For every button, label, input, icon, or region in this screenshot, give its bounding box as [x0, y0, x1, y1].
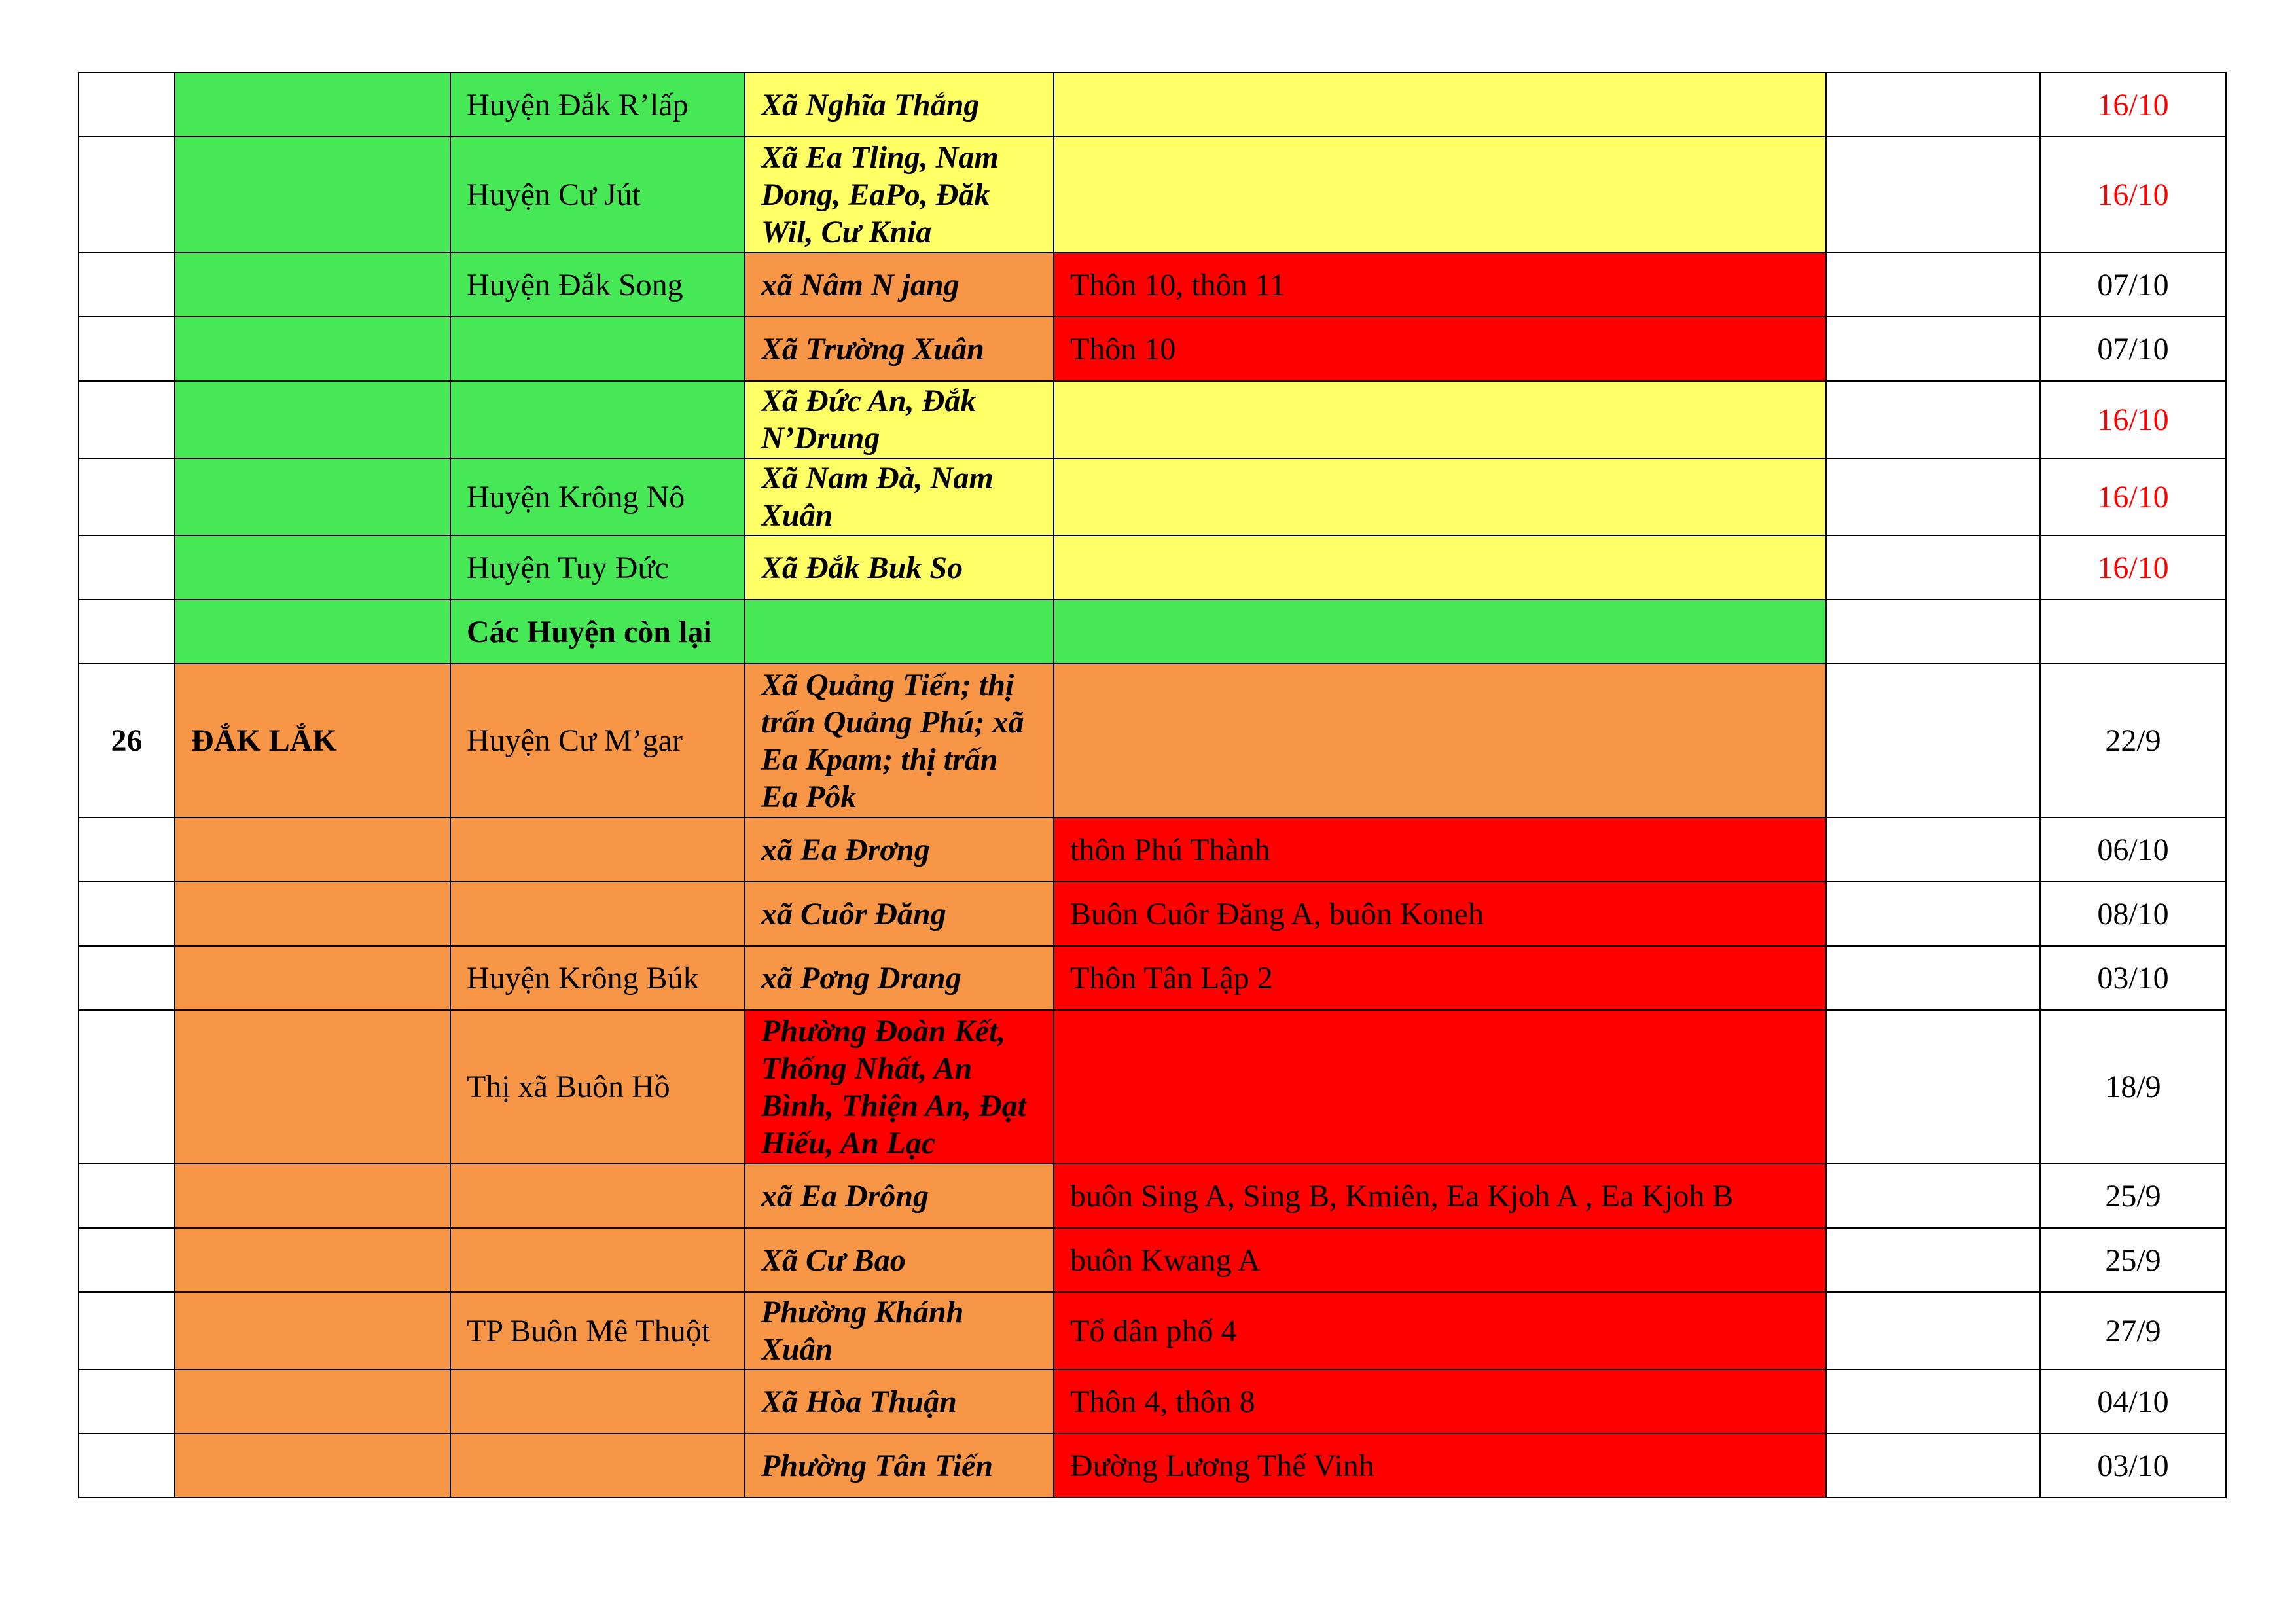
note-cell	[1826, 137, 2040, 253]
province-cell	[175, 137, 450, 253]
village-cell: Thôn 4, thôn 8	[1054, 1369, 1826, 1434]
village-cell	[1054, 137, 1826, 253]
district-cell	[450, 1164, 745, 1228]
commune-cell: xã Nâm N jang	[745, 253, 1054, 317]
village-cell: Thôn Tân Lập 2	[1054, 946, 1826, 1010]
note-cell	[1826, 1228, 2040, 1292]
date-cell: 16/10	[2040, 381, 2226, 458]
province-cell	[175, 458, 450, 535]
table-row	[79, 1369, 2226, 1434]
note-cell	[1826, 535, 2040, 600]
stt-cell	[79, 1292, 175, 1369]
table-row	[79, 1434, 2226, 1498]
table-row	[79, 381, 2226, 458]
table-row	[79, 1164, 2226, 1228]
district-cell: Huyện Tuy Đức	[450, 535, 745, 600]
village-cell	[1054, 458, 1826, 535]
village-cell: buôn Kwang A	[1054, 1228, 1826, 1292]
stt-cell	[79, 317, 175, 381]
commune-cell: Phường Khánh Xuân	[745, 1292, 1054, 1369]
outbreak-table	[78, 72, 2227, 1498]
note-cell	[1826, 664, 2040, 818]
date-cell: 16/10	[2040, 535, 2226, 600]
date-cell: 08/10	[2040, 882, 2226, 946]
province-cell	[175, 1164, 450, 1228]
village-cell	[1054, 535, 1826, 600]
commune-cell: Xã Trường Xuân	[745, 317, 1054, 381]
province-cell	[175, 1228, 450, 1292]
note-cell	[1826, 818, 2040, 882]
stt-cell	[79, 1228, 175, 1292]
note-cell	[1826, 458, 2040, 535]
province-cell	[175, 253, 450, 317]
table-row	[79, 137, 2226, 253]
date-cell: 07/10	[2040, 253, 2226, 317]
stt-cell	[79, 600, 175, 664]
commune-cell: xã Pơng Drang	[745, 946, 1054, 1010]
district-cell	[450, 818, 745, 882]
village-cell	[1054, 73, 1826, 137]
province-cell	[175, 1369, 450, 1434]
date-cell: 16/10	[2040, 137, 2226, 253]
province-cell	[175, 818, 450, 882]
stt-cell	[79, 73, 175, 137]
commune-cell: Xã Hòa Thuận	[745, 1369, 1054, 1434]
commune-cell: Xã Quảng Tiến; thị trấn Quảng Phú; xã Ea Kpam; thị trấn Ea Pôk	[745, 664, 1054, 818]
district-cell	[450, 1228, 745, 1292]
village-cell: Đường Lương Thế Vinh	[1054, 1434, 1826, 1498]
commune-cell: Xã Cư Bao	[745, 1228, 1054, 1292]
stt-cell	[79, 381, 175, 458]
district-cell: TP Buôn Mê Thuột	[450, 1292, 745, 1369]
district-cell: Huyện Cư Jút	[450, 137, 745, 253]
commune-cell: Xã Đắk Buk So	[745, 535, 1054, 600]
district-cell	[450, 317, 745, 381]
stt-cell	[79, 1164, 175, 1228]
commune-cell: Phường Tân Tiến	[745, 1434, 1054, 1498]
note-cell	[1826, 1010, 2040, 1164]
date-cell: 16/10	[2040, 73, 2226, 137]
stt-cell	[79, 1010, 175, 1164]
district-cell: Huyện Cư M’gar	[450, 664, 745, 818]
stt-cell	[79, 946, 175, 1010]
village-cell: thôn Phú Thành	[1054, 818, 1826, 882]
province-cell	[175, 1434, 450, 1498]
table-body	[79, 73, 2226, 1498]
table-row	[79, 600, 2226, 664]
date-cell: 04/10	[2040, 1369, 2226, 1434]
commune-cell: Xã Đức An, Đắk N’Drung	[745, 381, 1054, 458]
date-cell: 03/10	[2040, 1434, 2226, 1498]
stt-cell	[79, 1434, 175, 1498]
province-cell	[175, 535, 450, 600]
stt-cell	[79, 535, 175, 600]
commune-cell: xã Ea Drông	[745, 1164, 1054, 1228]
district-cell: Thị xã Buôn Hồ	[450, 1010, 745, 1164]
date-cell: 25/9	[2040, 1228, 2226, 1292]
province-cell: ĐẮK LẮK	[175, 664, 450, 818]
note-cell	[1826, 882, 2040, 946]
village-cell: Tổ dân phố 4	[1054, 1292, 1826, 1369]
note-cell	[1826, 73, 2040, 137]
stt-cell	[79, 818, 175, 882]
note-cell	[1826, 253, 2040, 317]
note-cell	[1826, 1292, 2040, 1369]
table-row	[79, 818, 2226, 882]
stt-cell	[79, 253, 175, 317]
commune-cell: xã Cuôr Đăng	[745, 882, 1054, 946]
village-cell: Thôn 10, thôn 11	[1054, 253, 1826, 317]
village-cell	[1054, 381, 1826, 458]
note-cell	[1826, 1164, 2040, 1228]
table-row	[79, 317, 2226, 381]
note-cell	[1826, 1369, 2040, 1434]
document-page	[78, 72, 2225, 1498]
note-cell	[1826, 317, 2040, 381]
province-cell	[175, 73, 450, 137]
table-row	[79, 1228, 2226, 1292]
table-row	[79, 882, 2226, 946]
stt-cell: 26	[79, 664, 175, 818]
district-cell	[450, 381, 745, 458]
table-row	[79, 253, 2226, 317]
commune-cell: Xã Ea Tling, Nam Dong, EaPo, Đăk Wil, Cư Knia	[745, 137, 1054, 253]
note-cell	[1826, 381, 2040, 458]
table-row	[79, 73, 2226, 137]
table-row	[79, 1010, 2226, 1164]
commune-cell: Phường Đoàn Kết, Thống Nhất, An Bình, Thiện An, Đạt Hiếu, An Lạc	[745, 1010, 1054, 1164]
village-cell	[1054, 1010, 1826, 1164]
commune-cell: xã Ea Đrơng	[745, 818, 1054, 882]
district-cell: Huyện Đắk R’lấp	[450, 73, 745, 137]
date-cell: 27/9	[2040, 1292, 2226, 1369]
date-cell	[2040, 600, 2226, 664]
date-cell: 16/10	[2040, 458, 2226, 535]
date-cell: 07/10	[2040, 317, 2226, 381]
table-row	[79, 664, 2226, 818]
stt-cell	[79, 458, 175, 535]
province-cell	[175, 600, 450, 664]
district-cell: Huyện Đắk Song	[450, 253, 745, 317]
date-cell: 22/9	[2040, 664, 2226, 818]
province-cell	[175, 1292, 450, 1369]
stt-cell	[79, 882, 175, 946]
table-row	[79, 946, 2226, 1010]
district-cell: Huyện Krông Nô	[450, 458, 745, 535]
note-cell	[1826, 946, 2040, 1010]
village-cell: Thôn 10	[1054, 317, 1826, 381]
stt-cell	[79, 1369, 175, 1434]
district-cell	[450, 1369, 745, 1434]
district-cell	[450, 1434, 745, 1498]
district-cell: Các Huyện còn lại	[450, 600, 745, 664]
commune-cell: Xã Nam Đà, Nam Xuân	[745, 458, 1054, 535]
table-row	[79, 458, 2226, 535]
province-cell	[175, 1010, 450, 1164]
commune-cell	[745, 600, 1054, 664]
village-cell: buôn Sing A, Sing B, Kmiên, Ea Kjoh A , Ea Kjoh B	[1054, 1164, 1826, 1228]
village-cell	[1054, 664, 1826, 818]
district-cell: Huyện Krông Búk	[450, 946, 745, 1010]
province-cell	[175, 317, 450, 381]
stt-cell	[79, 137, 175, 253]
table-row	[79, 1292, 2226, 1369]
date-cell: 25/9	[2040, 1164, 2226, 1228]
table-row	[79, 535, 2226, 600]
note-cell	[1826, 1434, 2040, 1498]
commune-cell: Xã Nghĩa Thắng	[745, 73, 1054, 137]
province-cell	[175, 381, 450, 458]
note-cell	[1826, 600, 2040, 664]
village-cell	[1054, 600, 1826, 664]
village-cell: Buôn Cuôr Đăng A, buôn Koneh	[1054, 882, 1826, 946]
district-cell	[450, 882, 745, 946]
date-cell: 03/10	[2040, 946, 2226, 1010]
province-cell	[175, 946, 450, 1010]
date-cell: 06/10	[2040, 818, 2226, 882]
date-cell: 18/9	[2040, 1010, 2226, 1164]
province-cell	[175, 882, 450, 946]
